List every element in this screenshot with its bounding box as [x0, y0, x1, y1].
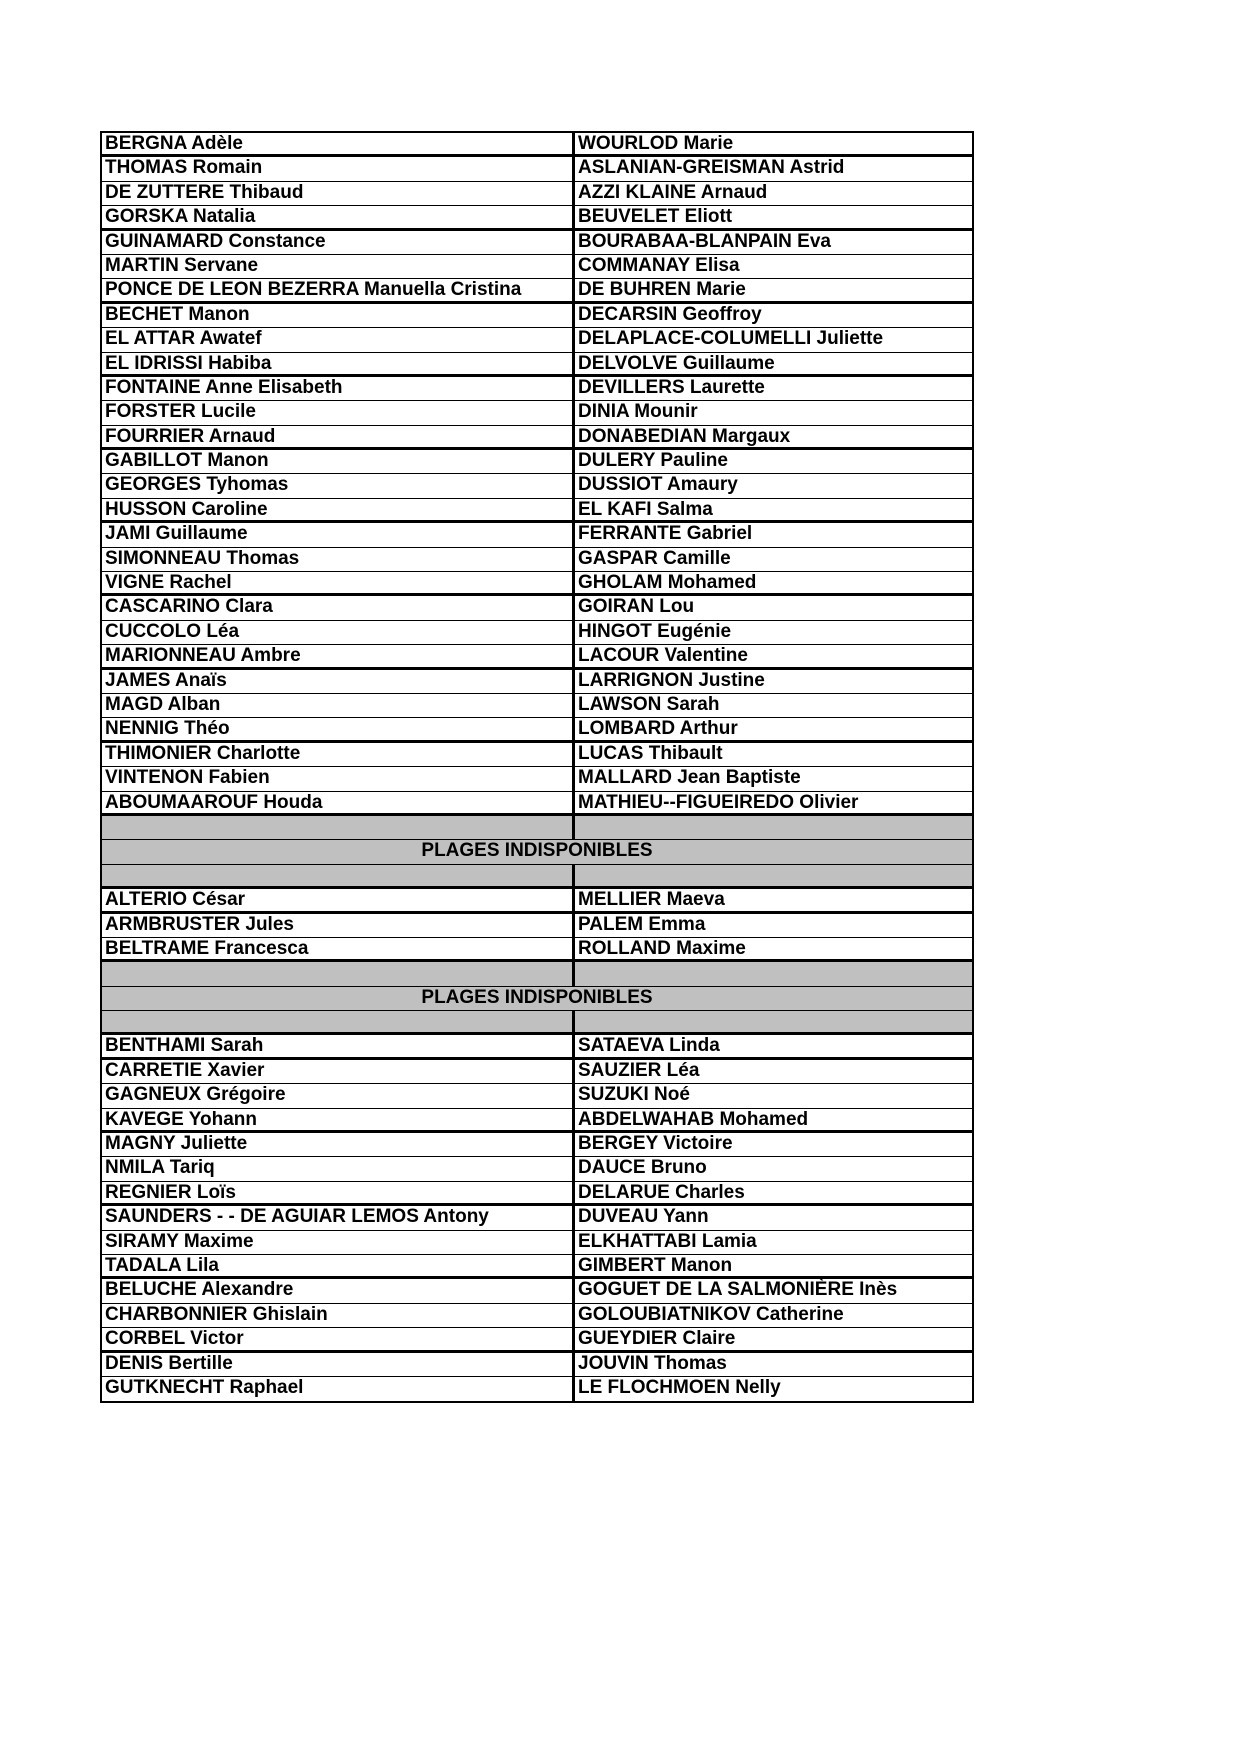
table-row [102, 1377, 972, 1401]
blank-cell [102, 816, 575, 839]
name-cell-left: MAGNY Juliette [102, 1133, 575, 1156]
table-row [102, 328, 972, 352]
section-banner-row [102, 840, 972, 864]
name-cell-right: COMMANAY Elisa [578, 254, 740, 276]
name-cell-left: JAMES Anaïs [102, 670, 575, 693]
name-cell-left: VIGNE Rachel [102, 572, 575, 593]
name-cell-right: LUCAS Thibault [578, 742, 723, 764]
table-row [102, 206, 972, 230]
table-row [102, 499, 972, 523]
name-cell-left: MAGD Alban [102, 694, 575, 717]
name-cell-right: DULERY Pauline [578, 450, 728, 472]
blank-cell [575, 816, 972, 839]
name-cell-right: DE BUHREN Marie [578, 279, 746, 301]
name-list-table [100, 131, 974, 1403]
table-row [102, 767, 972, 791]
table-row [102, 914, 972, 938]
name-cell-left: HUSSON Caroline [102, 499, 575, 520]
table-row [102, 548, 972, 572]
table-row [102, 231, 972, 255]
name-cell-left: MARTIN Servane [102, 255, 575, 278]
name-cell-left: ALTERIO César [102, 889, 575, 910]
table-row [102, 401, 972, 425]
name-cell-left: CARRETIE Xavier [102, 1060, 575, 1083]
table-row [102, 938, 972, 962]
name-cell-left: CHARBONNIER Ghislain [102, 1304, 575, 1327]
name-cell-right: DELVOLVE Guillaume [578, 352, 775, 374]
table-row [102, 1084, 972, 1108]
name-cell-right: DUVEAU Yann [578, 1206, 709, 1228]
name-cell-left: FONTAINE Anne Elisabeth [102, 377, 575, 400]
name-cell-left: BECHET Manon [102, 304, 575, 327]
name-cell-left: EL ATTAR Awatef [102, 328, 575, 351]
name-cell-left: BELTRAME Francesca [102, 938, 575, 959]
name-cell-left: KAVEGE Yohann [102, 1109, 575, 1130]
name-cell-left: DE ZUTTERE Thibaud [102, 182, 575, 205]
table-row [102, 523, 972, 547]
table-row [102, 1035, 972, 1059]
name-cell-right: WOURLOD Marie [578, 133, 734, 154]
name-cell-right: DEVILLERS Laurette [578, 376, 765, 398]
name-cell-left: NMILA Tariq [102, 1157, 575, 1180]
name-cell-right: GOIRAN Lou [578, 596, 695, 618]
table-row [102, 572, 972, 596]
blank-gray-row [102, 962, 972, 986]
table-row [102, 1182, 972, 1206]
table-row [102, 645, 972, 669]
name-cell-right: ASLANIAN-GREISMAN Astrid [578, 157, 845, 179]
name-cell-right: LARRIGNON Justine [578, 669, 765, 691]
name-cell-right: BERGEY Victoire [578, 1133, 733, 1155]
name-cell-left: REGNIER Loïs [102, 1182, 575, 1203]
table-row [102, 718, 972, 742]
name-cell-right: SAUZIER Léa [578, 1059, 700, 1081]
name-cell-left: THIMONIER Charlotte [102, 743, 575, 766]
name-cell-left: SAUNDERS - - DE AGUIAR LEMOS Antony [102, 1206, 575, 1229]
table-row [102, 1231, 972, 1255]
table-row [102, 889, 972, 913]
table-row [102, 1060, 972, 1084]
name-cell-left: VINTENON Fabien [102, 767, 575, 790]
name-cell-right: ROLLAND Maxime [578, 937, 746, 959]
name-cell-right: FERRANTE Gabriel [578, 523, 753, 545]
table-row [102, 1304, 972, 1328]
name-cell-right: MALLARD Jean Baptiste [578, 767, 801, 789]
table-row [102, 304, 972, 328]
name-cell-left: GAGNEUX Grégoire [102, 1084, 575, 1107]
name-cell-left: CUCCOLO Léa [102, 621, 575, 644]
name-cell-right: LOMBARD Arthur [578, 718, 738, 740]
table-row [102, 133, 972, 157]
name-cell-left: CORBEL Victor [102, 1328, 575, 1349]
name-cell-right: EL KAFI Salma [578, 498, 713, 520]
section-banner-label: PLAGES INDISPONIBLES [421, 986, 653, 1008]
name-cell-right: DECARSIN Geoffroy [578, 303, 762, 325]
name-cell-right: GUEYDIER Claire [578, 1328, 736, 1350]
name-cell-right: GASPAR Camille [578, 547, 731, 569]
table-row [102, 157, 972, 181]
name-cell-right: JOUVIN Thomas [578, 1352, 727, 1374]
name-cell-left: EL IDRISSI Habiba [102, 353, 575, 374]
blank-cell [102, 962, 575, 985]
blank-cell [575, 962, 972, 985]
blank-gray-row [102, 1011, 972, 1035]
name-cell-left: BENTHAMI Sarah [102, 1035, 575, 1056]
section-banner-row [102, 987, 972, 1011]
table-row [102, 1353, 972, 1377]
table-row [102, 1109, 972, 1133]
name-cell-left: THOMAS Romain [102, 157, 575, 180]
name-cell-left: GORSKA Natalia [102, 206, 575, 227]
name-cell-left: GUTKNECHT Raphael [102, 1377, 575, 1401]
table-row [102, 450, 972, 474]
table-row [102, 621, 972, 645]
blank-cell [575, 1011, 972, 1032]
name-cell-right: ABDELWAHAB Mohamed [578, 1108, 809, 1130]
blank-cell [102, 1011, 575, 1032]
name-cell-left: NENNIG Théo [102, 718, 575, 739]
name-cell-right: HINGOT Eugénie [578, 620, 732, 642]
table-row [102, 182, 972, 206]
name-cell-right: DAUCE Bruno [578, 1157, 707, 1179]
name-cell-right: GHOLAM Mohamed [578, 572, 757, 594]
name-cell-right: BEUVELET Eliott [578, 206, 733, 228]
table-row [102, 1328, 972, 1352]
name-cell-right: SATAEVA Linda [578, 1035, 720, 1057]
table-row [102, 426, 972, 450]
name-cell-left: ARMBRUSTER Jules [102, 914, 575, 937]
blank-cell [575, 865, 972, 886]
name-cell-left: CASCARINO Clara [102, 596, 575, 619]
name-cell-right: LE FLOCHMOEN Nelly [578, 1376, 781, 1398]
name-cell-left: MARIONNEAU Ambre [102, 645, 575, 666]
name-cell-right: ELKHATTABI Lamia [578, 1230, 757, 1252]
table-row [102, 1255, 972, 1279]
table-row [102, 694, 972, 718]
table-row [102, 1157, 972, 1181]
table-row [102, 670, 972, 694]
name-cell-right: GOLOUBIATNIKOV Catherine [578, 1303, 844, 1325]
name-cell-right: DELARUE Charles [578, 1181, 745, 1203]
name-cell-left: DENIS Bertille [102, 1353, 575, 1376]
table-row [102, 353, 972, 377]
name-cell-left: BELUCHE Alexandre [102, 1279, 575, 1302]
name-cell-right: LAWSON Sarah [578, 693, 720, 715]
table-row [102, 474, 972, 498]
name-cell-left: FOURRIER Arnaud [102, 426, 575, 447]
table-row [102, 255, 972, 279]
name-cell-left: GEORGES Tyhomas [102, 474, 575, 497]
name-cell-left: GUINAMARD Constance [102, 231, 575, 254]
table-row [102, 1279, 972, 1303]
blank-cell [102, 865, 575, 886]
name-cell-right: GOGUET DE LA SALMONIÈRE Inès [578, 1279, 898, 1301]
name-cell-right: SUZUKI Noé [578, 1084, 690, 1106]
name-cell-right: DINIA Mounir [578, 401, 698, 423]
name-cell-right: AZZI KLAINE Arnaud [578, 181, 768, 203]
table-row [102, 377, 972, 401]
name-cell-left: TADALA Lila [102, 1255, 575, 1276]
blank-gray-row [102, 816, 972, 840]
name-cell-right: MATHIEU--FIGUEIREDO Olivier [578, 791, 859, 813]
name-cell-left: JAMI Guillaume [102, 523, 575, 546]
blank-gray-row [102, 865, 972, 889]
table-row [102, 596, 972, 620]
table-row [102, 1206, 972, 1230]
table-row [102, 743, 972, 767]
name-cell-right: BOURABAA-BLANPAIN Eva [578, 230, 831, 252]
name-cell-left: FORSTER Lucile [102, 401, 575, 424]
name-cell-right: LACOUR Valentine [578, 645, 748, 667]
name-cell-right: GIMBERT Manon [578, 1254, 733, 1276]
section-banner-label: PLAGES INDISPONIBLES [421, 840, 653, 862]
name-cell-left: SIMONNEAU Thomas [102, 548, 575, 571]
name-cell-right: DELAPLACE-COLUMELLI Juliette [578, 328, 884, 350]
name-cell-left: PONCE DE LEON BEZERRA Manuella Cristina [102, 279, 575, 300]
name-cell-left: ABOUMAAROUF Houda [102, 792, 575, 813]
name-cell-left: GABILLOT Manon [102, 450, 575, 473]
name-cell-right: DUSSIOT Amaury [578, 474, 738, 496]
name-cell-right: MELLIER Maeva [578, 889, 725, 911]
name-cell-left: BERGNA Adèle [102, 133, 575, 154]
name-cell-left: SIRAMY Maxime [102, 1231, 575, 1254]
name-cell-right: DONABEDIAN Margaux [578, 425, 791, 447]
table-row [102, 1133, 972, 1157]
name-cell-right: PALEM Emma [578, 913, 706, 935]
table-row [102, 792, 972, 816]
table-row [102, 279, 972, 303]
